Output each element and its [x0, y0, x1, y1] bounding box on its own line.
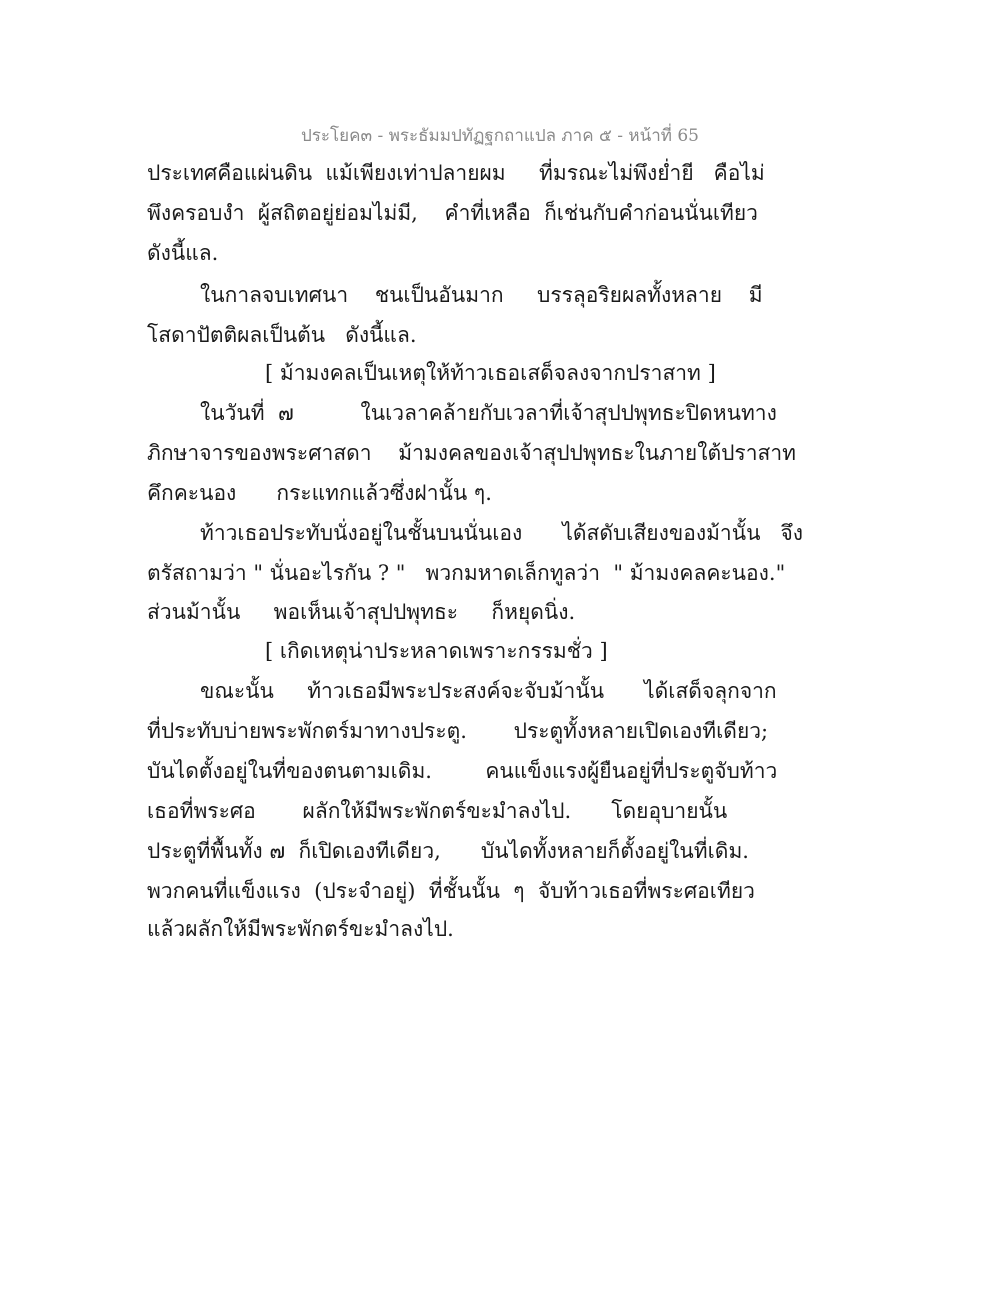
text-line: พวกคนที่แข็งแรง (ประจำอยู่) ที่ชั้นนั้น ๆ จับท้าวเธอที่พระศอเทียว: [147, 879, 755, 903]
text-line: ในกาลจบเทศนา ชนเป็นอันมาก บรรลุอริยผลทั้งหลาย มี: [200, 283, 763, 307]
text-line: ประตูที่พื้นทั้ง ๗ ก็เปิดเองทีเดียว, บันไดทั้งหลายก็ตั้งอยู่ในที่เดิม.: [147, 839, 749, 863]
text-line: ดังนี้แล.: [147, 241, 219, 265]
text-line: โสดาปัตติผลเป็นต้น ดังนี้แล.: [147, 323, 417, 347]
text-line: พึงครอบงำ ผู้สถิตอยู่ย่อมไม่มี, คำที่เหลือ ก็เช่นกับคำก่อนนั่นเทียว: [147, 201, 758, 225]
text-line: ส่วนม้านั้น พอเห็นเจ้าสุปปพุทธะ ก็หยุดนิ่ง.: [147, 600, 576, 624]
section-heading: [ เกิดเหตุน่าประหลาดเพราะกรรมชั่ว ]: [265, 639, 608, 663]
text-line: ในวันที่ ๗ ในเวลาคล้ายกับเวลาที่เจ้าสุปปพุทธะปิดหนทาง: [200, 401, 777, 425]
text-line: ท้าวเธอประทับนั่งอยู่ในชั้นบนนั่นเอง ได้สดับเสียงของม้านั้น จึง: [200, 521, 804, 545]
text-line: แล้วผลักให้มีพระพักตร์ขะมำลงไป.: [147, 917, 454, 941]
text-line: บันไดตั้งอยู่ในที่ของตนตามเดิม. คนแข็งแรงผู้ยืนอยู่ที่ประตูจับท้าว: [147, 759, 778, 783]
text-line: เธอที่พระศอ ผลักให้มีพระพักตร์ขะมำลงไป. โดยอุบายนั้น: [147, 799, 728, 823]
section-heading: [ ม้ามงคลเป็นเหตุให้ท้าวเธอเสด็จลงจากปราสาท ]: [265, 361, 716, 385]
text-line: ตรัสถามว่า " นั่นอะไรกัน ? " พวกมหาดเล็กทูลว่า " ม้ามงคลคะนอง.": [147, 561, 786, 585]
page-header: ประโยค๓ - พระธัมมปทัฏฐกถาแปล ภาค ๕ - หน้าที่ 65: [301, 126, 699, 146]
text-line: ที่ประทับบ่ายพระพักตร์มาทางประตู. ประตูทั้งหลายเปิดเองทีเดียว;: [147, 719, 769, 743]
text-line: คึกคะนอง กระแทกแล้วซึ่งฝานั้น ๆ.: [147, 481, 492, 505]
text-line: ภิกษาจารของพระศาสดา ม้ามงคลของเจ้าสุปปพุทธะในภายใต้ปราสาท: [147, 441, 796, 465]
text-line: ขณะนั้น ท้าวเธอมีพระประสงค์จะจับม้านั้น ได้เสด็จลุกจาก: [200, 679, 777, 703]
text-line: ประเทศคือแผ่นดิน แม้เพียงเท่าปลายผม ที่มรณะไม่พึงย่ำยี คือไม่: [147, 161, 765, 185]
